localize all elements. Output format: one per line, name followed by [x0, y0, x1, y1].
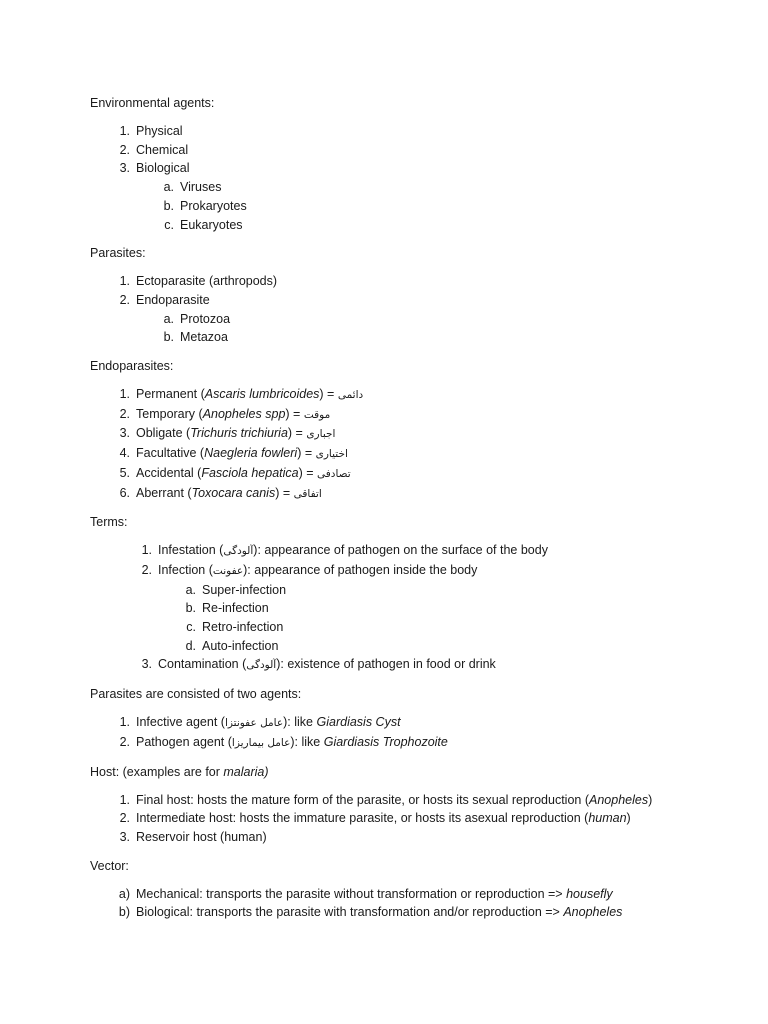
- list-item: [90, 791, 730, 810]
- list-letter: c.: [186, 620, 196, 635]
- term-text: Infestation: [158, 543, 216, 558]
- list-text: Protozoa: [180, 311, 231, 326]
- list-item: [90, 828, 730, 847]
- persian-term: عامل بیماریزا: [231, 736, 291, 749]
- list-number: 4.: [119, 446, 130, 461]
- list-number: 5.: [119, 465, 130, 480]
- persian-term: آلودگی: [246, 659, 277, 672]
- example-organism: Anopheles: [563, 905, 623, 920]
- persian-term: عامل عفونتزا: [224, 717, 284, 730]
- list-number: 2.: [119, 406, 130, 421]
- list-number: 3.: [119, 426, 130, 441]
- section-vector: [90, 857, 730, 922]
- list-text: like: [301, 734, 321, 749]
- species-name: Naegleria fowleri: [204, 446, 298, 461]
- parasites-list: [90, 272, 730, 347]
- heading-host: [90, 763, 730, 781]
- section-host: [90, 763, 730, 847]
- term-text: Infective agent: [136, 715, 218, 730]
- term-description: appearance of pathogen on the surface of the body: [264, 543, 548, 558]
- list-item: 2. Pathogen agent (عامل بیماریزا): like Giardiasis Trophozoite: [90, 733, 730, 753]
- list-text: Super-infection: [202, 582, 287, 597]
- vector-list: [90, 885, 730, 922]
- list-item: [90, 809, 730, 828]
- persian-term: اتفاقی: [293, 487, 322, 500]
- sub-list-item: [90, 618, 730, 637]
- species-name: Anopheles spp: [202, 406, 286, 421]
- list-letter: a.: [185, 582, 196, 597]
- list-letter: b.: [163, 330, 174, 345]
- list-text: like: [294, 715, 314, 730]
- list-number: 1.: [119, 387, 130, 402]
- list-item: [90, 885, 730, 904]
- persian-term: عفونت: [212, 564, 244, 577]
- list-item: 1. Permanent (Ascaris lumbricoides) = دائمی: [90, 385, 730, 405]
- list-text: Reservoir host (human): [136, 829, 267, 844]
- agents-list: [90, 713, 730, 752]
- sub-list-item: [90, 599, 730, 618]
- list-letter: d.: [185, 638, 196, 653]
- list-text: ): [626, 811, 631, 826]
- list-text: Ectoparasite (: [136, 274, 214, 289]
- list-item: [90, 291, 730, 310]
- list-text: arthropods: [213, 274, 273, 289]
- list-number: 2.: [119, 811, 130, 826]
- list-text: Auto-infection: [202, 638, 279, 653]
- example-organism: Anopheles: [589, 792, 649, 807]
- list-text: ): [272, 274, 278, 289]
- list-item: [90, 122, 730, 141]
- list-text: Viruses: [180, 180, 222, 195]
- list-number: 1.: [141, 543, 152, 558]
- species-name: Fasciola hepatica: [201, 465, 299, 480]
- sub-list-item: [90, 197, 730, 216]
- list-text: Biological: [136, 161, 190, 176]
- heading-endoparasites: Endoparasites:: [90, 359, 174, 374]
- list-item: 2. Temporary (Anopheles spp) = موقت: [90, 405, 730, 425]
- list-item: 4. Facultative (Naegleria fowleri) = اختیاری: [90, 444, 730, 464]
- list-item: [90, 903, 730, 922]
- list-text: Biological: transports the parasite with transformation and/or reproduction =>: [136, 905, 564, 920]
- list-item: 1. Infective agent (عامل عفونتزا): like Giardiasis Cyst: [90, 713, 730, 733]
- section-parasites: [90, 244, 730, 347]
- list-letter: c.: [164, 217, 174, 232]
- list-letter: b.: [163, 198, 174, 213]
- example-organism: housefly: [566, 886, 613, 901]
- list-item: 5. Accidental (Fasciola hepatica) = تصادفی: [90, 464, 730, 484]
- term-text: Permanent: [136, 387, 198, 402]
- list-text: Endoparasite: [136, 292, 210, 307]
- list-number: 2.: [119, 292, 130, 307]
- persian-term: اجباری: [306, 428, 336, 441]
- example-organism: Giardiasis Trophozoite: [323, 734, 448, 749]
- list-text: Re-infection: [202, 601, 269, 616]
- term-text: Pathogen agent: [136, 734, 225, 749]
- list-letter: b): [118, 905, 130, 920]
- persian-term: دائمی: [337, 389, 364, 402]
- list-text: Metazoa: [180, 330, 228, 345]
- list-number: 3.: [119, 829, 130, 844]
- list-item: 2. Infection (عفونت): appearance of pathogen inside the body: [90, 561, 730, 581]
- heading-environmental-agents: Environmental agents:: [90, 96, 215, 110]
- list-number: 2.: [119, 734, 130, 749]
- heading-text: Host: (examples are for: [90, 764, 224, 779]
- term-text: Infection: [158, 562, 206, 577]
- list-letter: a): [118, 886, 130, 901]
- list-item: 3. Contamination (آلودگی): existence of pathogen in food or drink: [90, 655, 730, 675]
- section-environmental-agents: [90, 94, 730, 234]
- section-terms: [90, 513, 730, 675]
- list-item: 6. Aberrant (Toxocara canis) = اتفاقی: [90, 484, 730, 504]
- list-item: 1. Infestation (آلودگی): appearance of pathogen on the surface of the body: [90, 541, 730, 561]
- list-number: 1.: [119, 274, 130, 289]
- sub-list-item: [90, 581, 730, 600]
- species-name: Ascaris lumbricoides: [204, 387, 320, 402]
- term-text: Contamination: [158, 657, 239, 672]
- list-text: Mechanical: transports the parasite without transformation or reproduction =>: [136, 886, 567, 901]
- list-text: Intermediate host: hosts the immature parasite, or hosts its asexual reproduction (: [136, 811, 589, 826]
- list-number: 2.: [119, 142, 130, 157]
- sub-list-item: [90, 310, 730, 329]
- list-number: 2.: [141, 562, 152, 577]
- example-organism: human: [588, 811, 627, 826]
- term-description: existence of pathogen in food or drink: [287, 657, 496, 672]
- list-number: 6.: [119, 485, 130, 500]
- section-endoparasites: [90, 357, 730, 503]
- species-name: Trichuris trichiuria: [190, 426, 288, 441]
- persian-term: اختیاری: [315, 448, 348, 461]
- section-two-agents: [90, 685, 730, 752]
- terms-list: [90, 541, 730, 675]
- term-description: appearance of pathogen inside the body: [254, 562, 478, 577]
- document-page: [90, 94, 730, 932]
- persian-term: آلودگی: [223, 545, 254, 558]
- heading-parasites: Parasites:: [90, 246, 146, 261]
- species-name: Toxocara canis: [191, 485, 276, 500]
- term-text: Accidental: [136, 465, 194, 480]
- heading-vector: Vector:: [90, 858, 129, 873]
- list-number: 1.: [119, 792, 130, 807]
- list-text: Retro-infection: [202, 620, 284, 635]
- list-text: Chemical: [136, 142, 189, 157]
- sub-list-item: [90, 328, 730, 347]
- list-item: [90, 159, 730, 178]
- list-number: 3.: [141, 657, 152, 672]
- list-number: 1.: [119, 715, 130, 730]
- list-letter: a.: [163, 311, 174, 326]
- host-list: [90, 791, 730, 847]
- list-letter: a.: [163, 180, 174, 195]
- list-number: 1.: [119, 124, 130, 138]
- term-text: Temporary: [136, 406, 196, 421]
- list-text: Physical: [136, 124, 183, 138]
- sub-list-item: [90, 637, 730, 656]
- heading-terms: Terms:: [90, 515, 128, 530]
- list-item: 3. Obligate (Trichuris trichiuria) = اجباری: [90, 424, 730, 444]
- list-item: [90, 141, 730, 160]
- sub-list-item: [90, 216, 730, 235]
- list-text: ): [648, 792, 653, 807]
- heading-emphasis: malaria): [223, 764, 269, 779]
- persian-term: تصادفی: [317, 467, 351, 480]
- endoparasites-list: [90, 385, 730, 503]
- list-number: 3.: [119, 161, 130, 176]
- term-text: Obligate: [136, 426, 183, 441]
- list-text: Eukaryotes: [180, 217, 243, 232]
- term-text: Facultative: [136, 446, 197, 461]
- example-organism: Giardiasis Cyst: [316, 715, 401, 730]
- sub-list-item: [90, 178, 730, 197]
- list-text: Prokaryotes: [180, 198, 247, 213]
- env-list: [90, 122, 730, 234]
- list-item: [90, 272, 730, 291]
- list-letter: b.: [185, 601, 196, 616]
- term-text: Aberrant: [136, 485, 184, 500]
- heading-two-agents: Parasites are consisted of two agents:: [90, 687, 302, 702]
- persian-term: موقت: [303, 408, 331, 421]
- list-text: Final host: hosts the mature form of the parasite, or hosts its sexual reproduction (: [136, 792, 589, 807]
